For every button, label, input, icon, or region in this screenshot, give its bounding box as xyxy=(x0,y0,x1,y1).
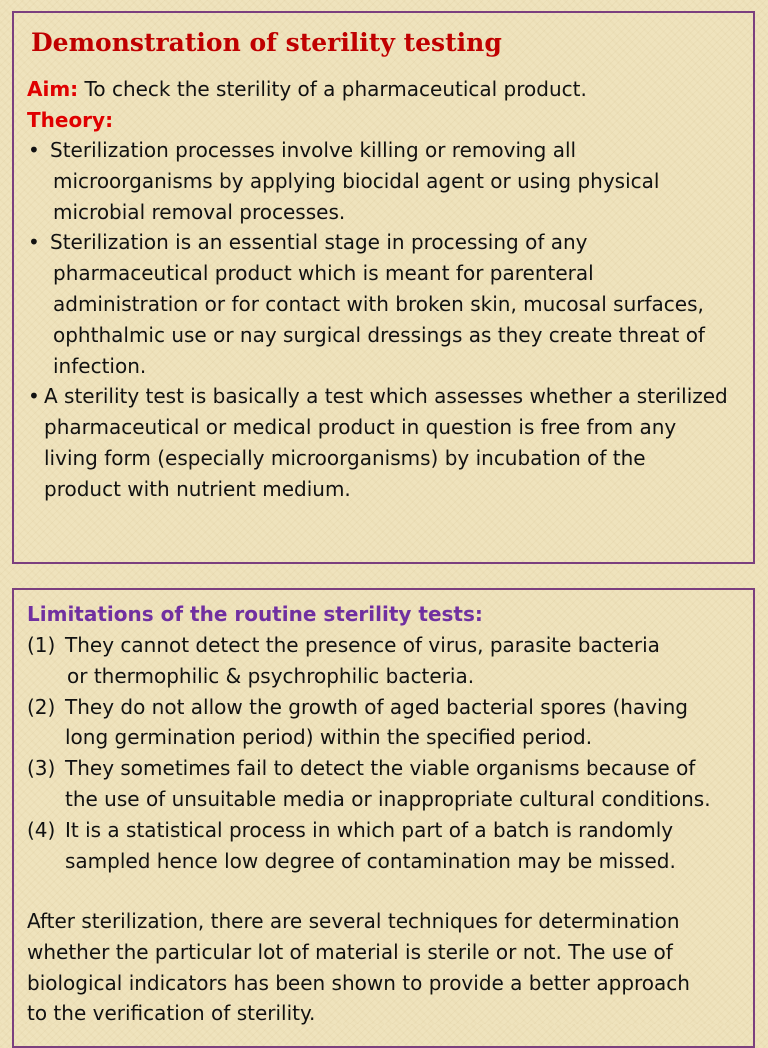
item-line: sampled hence low degree of contamination may be missed. xyxy=(65,848,676,873)
item-line: It is a statistical process in which part of a batch is randomly xyxy=(65,817,674,842)
item-line: the use of unsuitable media or inappropriate cultural conditions. xyxy=(65,786,711,811)
item-number: (2) xyxy=(27,694,56,719)
bullet-line: living form (especially microorganisms) by incubation of the xyxy=(44,445,646,470)
bullet-icon: • xyxy=(28,138,40,162)
paragraph-line: whether the particular lot of material is sterile or not. The use of xyxy=(27,939,673,964)
aim-text: To check the sterility of a pharmaceutical product. xyxy=(78,77,587,101)
item-number: (1) xyxy=(27,633,56,657)
item-line: They cannot detect the presence of virus, parasite bacteria xyxy=(65,633,660,657)
aim-label: Aim: xyxy=(27,77,79,101)
bullet-line: pharmaceutical product which is meant for parenteral xyxy=(53,261,594,286)
limitation-item xyxy=(27,630,711,692)
item-number: (3) xyxy=(27,756,56,781)
bullet-line: A sterility test is basically a test which assesses whether a sterilized xyxy=(44,384,728,409)
bullet-line: ophthalmic use or nay surgical dressings as they create threat of xyxy=(53,322,705,347)
limitation-item xyxy=(27,692,711,754)
aim-line xyxy=(27,74,587,105)
theory-bullet xyxy=(27,227,732,381)
slide-limitations xyxy=(12,588,755,1048)
limitation-item xyxy=(27,753,711,815)
item-line: They sometimes fail to detect the viable organisms because of xyxy=(65,756,696,781)
bullet-icon: • xyxy=(28,384,40,409)
theory-bullet-list xyxy=(27,135,732,505)
limitations-list xyxy=(27,630,711,876)
item-line: or thermophilic & psychrophilic bacteria. xyxy=(67,663,475,688)
paragraph-line: to the verification of sterility. xyxy=(27,1001,316,1026)
theory-bullet xyxy=(27,381,732,504)
paragraph-line: After sterilization, there are several techniques for determination xyxy=(27,909,680,933)
slide-title: Demonstration of sterility testing xyxy=(31,28,502,57)
slide-aim-theory xyxy=(12,11,755,564)
limitations-heading: Limitations of the routine sterility tests: xyxy=(27,602,483,626)
bullet-line: microbial removal processes. xyxy=(53,199,346,224)
bullet-icon: • xyxy=(28,230,40,255)
bullet-line: infection. xyxy=(53,353,147,378)
theory-label: Theory: xyxy=(27,108,114,132)
closing-paragraph xyxy=(27,906,690,1029)
theory-bullet xyxy=(27,135,732,227)
bullet-line: microorganisms by applying biocidal agent or using physical xyxy=(53,168,660,193)
item-line: long germination period) within the specified period. xyxy=(65,725,593,750)
item-line: They do not allow the growth of aged bacterial spores (having xyxy=(65,694,688,719)
limitation-item xyxy=(27,815,711,877)
bullet-line: administration or for contact with broken skin, mucosal surfaces, xyxy=(53,291,704,316)
bullet-line: Sterilization is an essential stage in processing of any xyxy=(50,230,588,255)
bullet-line: pharmaceutical or medical product in question is free from any xyxy=(44,415,677,440)
paragraph-line: biological indicators has been shown to provide a better approach xyxy=(27,970,690,995)
bullet-line: product with nutrient medium. xyxy=(44,476,351,501)
item-number: (4) xyxy=(27,817,56,842)
bullet-line: Sterilization processes involve killing or removing all xyxy=(50,138,577,162)
